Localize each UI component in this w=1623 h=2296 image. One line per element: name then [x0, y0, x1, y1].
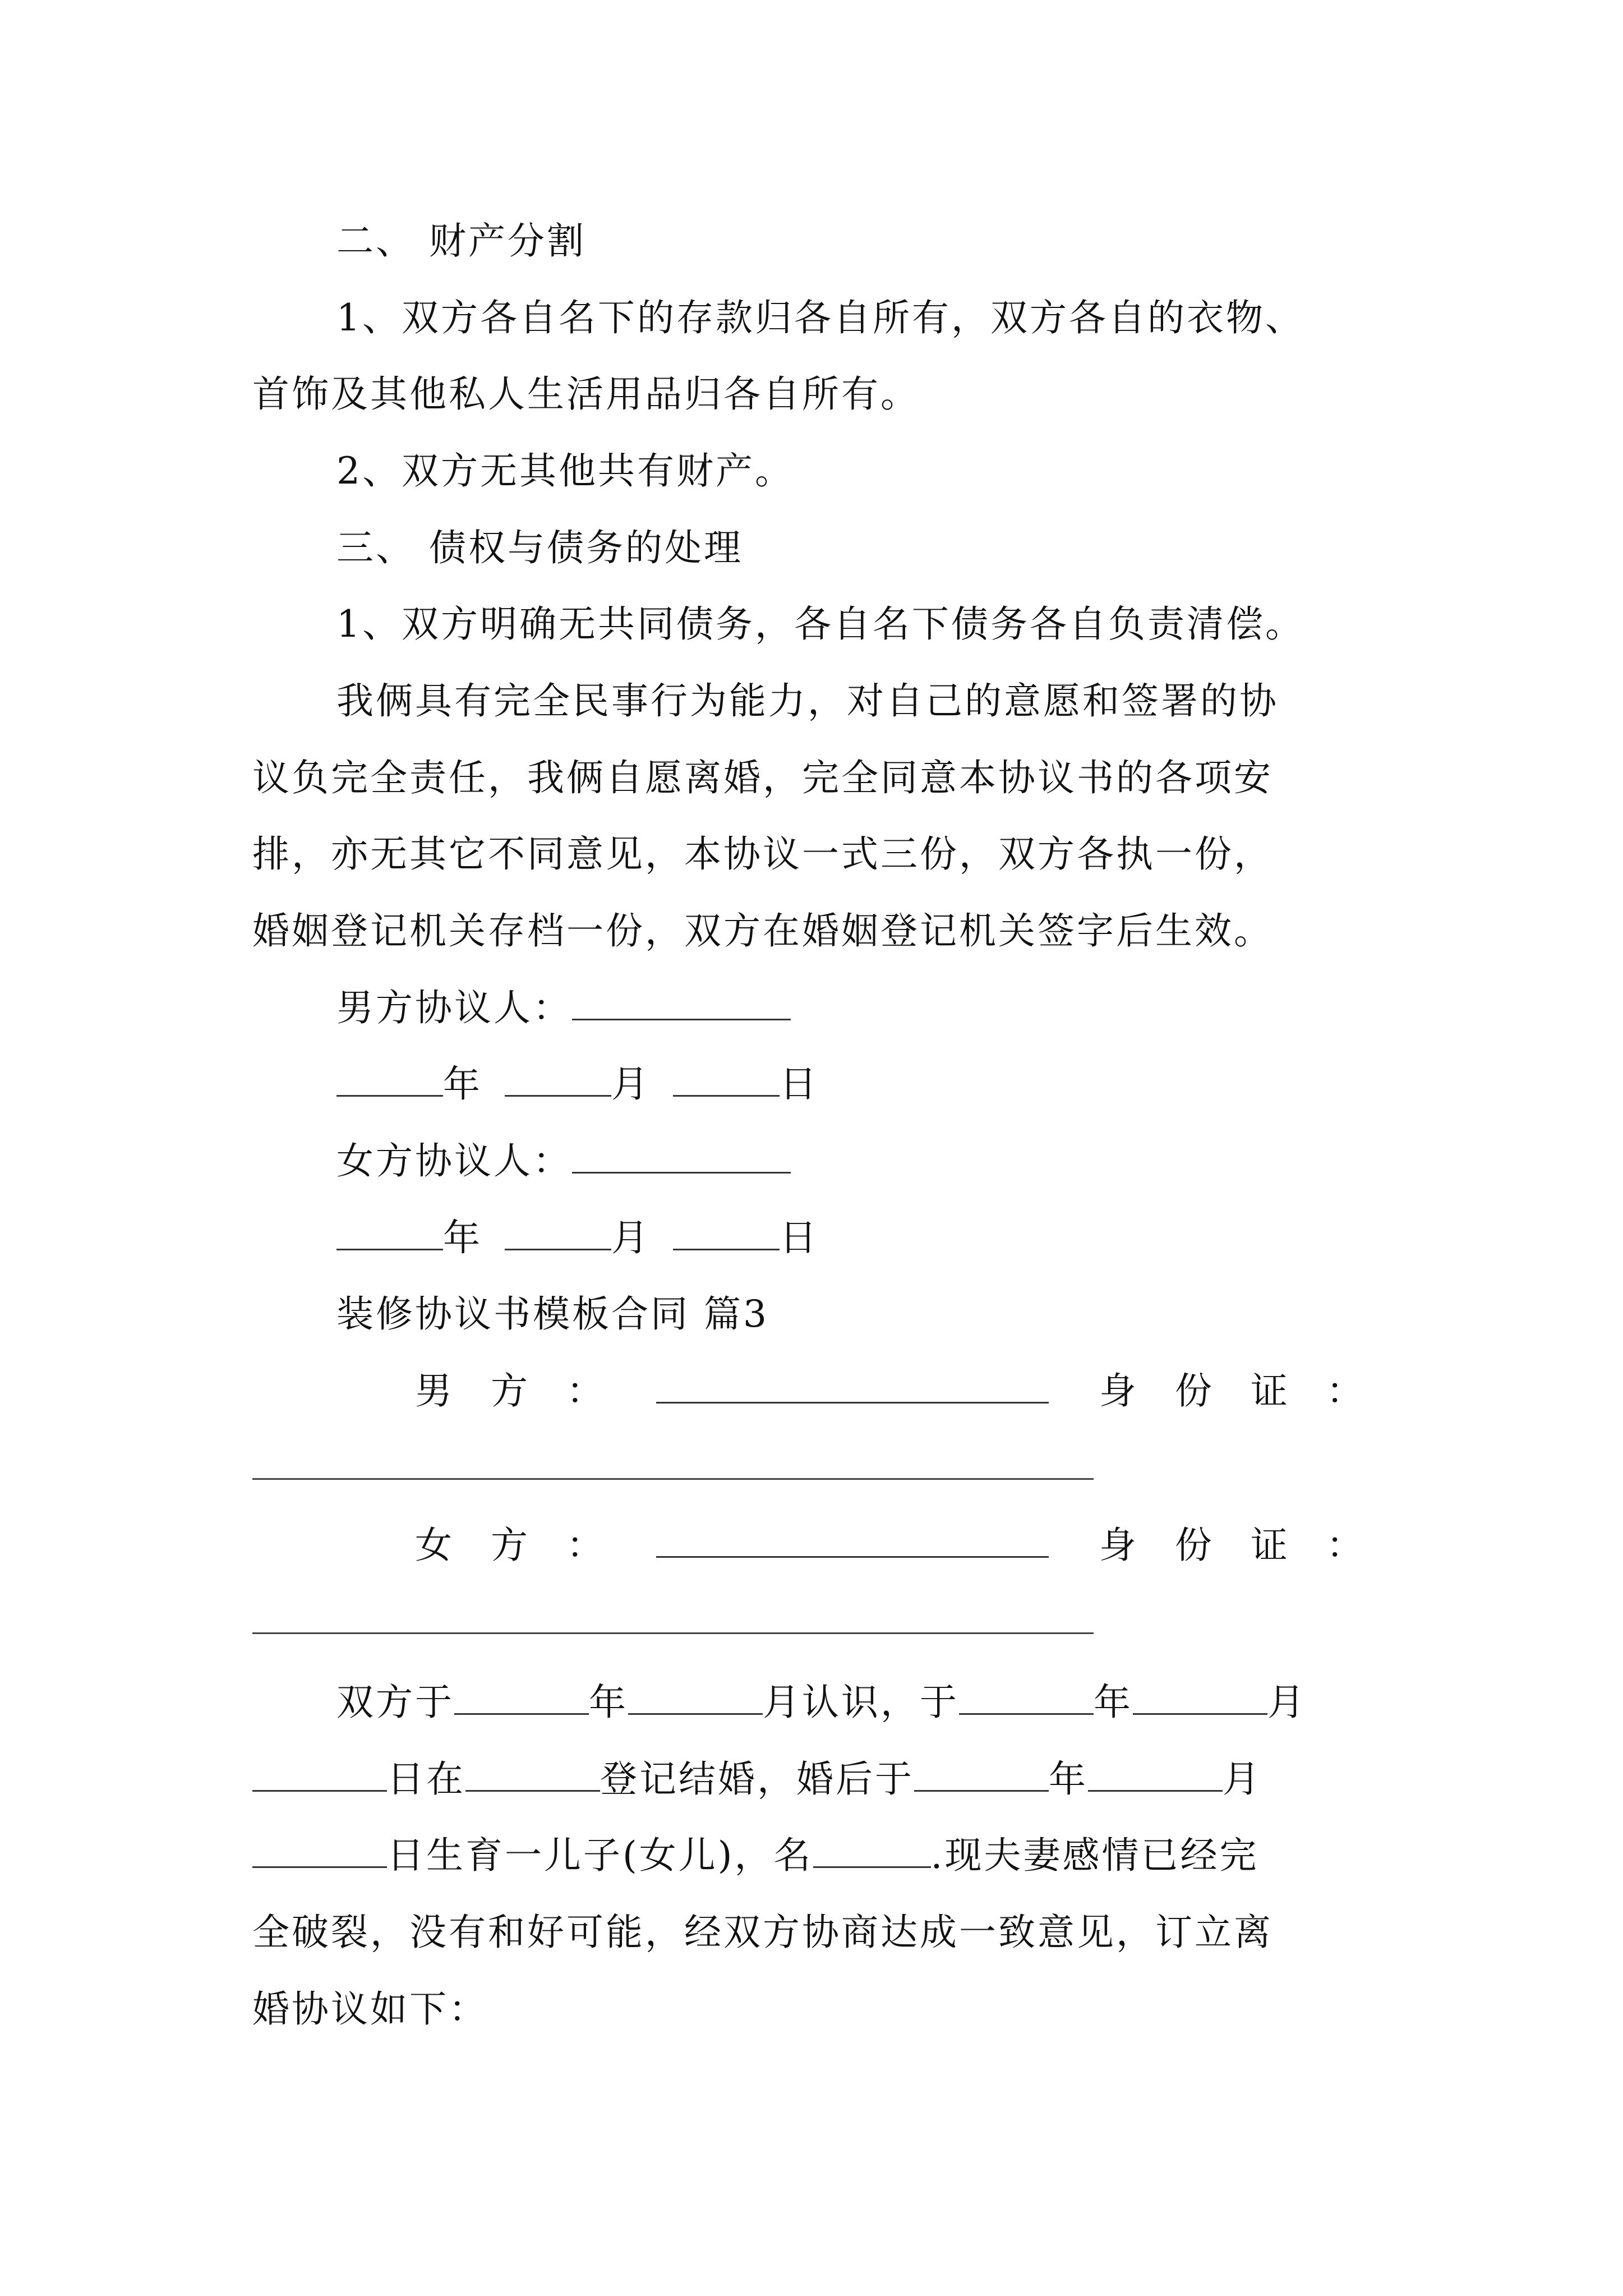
- male-label-char-1: 男: [415, 1369, 454, 1412]
- female-month-blank[interactable]: [505, 1215, 611, 1250]
- female-year-label: 年: [443, 1216, 482, 1259]
- marry-month-blank[interactable]: [1133, 1680, 1267, 1715]
- section-heading-debts: 三、 债权与债务的处理: [336, 526, 743, 569]
- para-month-label-3: 月: [1223, 1757, 1262, 1801]
- female-label-char-3: ：: [566, 1524, 606, 1567]
- met-year-blank[interactable]: [454, 1680, 589, 1715]
- male-id-char-2: 份: [1174, 1369, 1214, 1412]
- birth-month-blank[interactable]: [1088, 1756, 1223, 1792]
- debts-item-1: 1、双方明确无共同债务，各自名下债务各自负责清偿。: [336, 602, 1304, 646]
- male-id-char-3: 证: [1250, 1369, 1290, 1412]
- para-text-met: 双方于: [336, 1681, 454, 1724]
- statement-line-2: 议负完全责任，我俩自愿离婚，完全同意本协议书的各项安: [252, 756, 1273, 799]
- para-text-child: 日生育一儿子(女儿)，名: [387, 1834, 813, 1877]
- female-month-label: 月: [611, 1216, 651, 1259]
- birth-year-blank[interactable]: [914, 1756, 1049, 1792]
- female-id-char-3: 证: [1250, 1524, 1290, 1567]
- male-month-label: 月: [611, 1062, 651, 1106]
- male-signature-row: [336, 983, 1481, 1033]
- male-month-blank[interactable]: [505, 1061, 611, 1097]
- female-signature-blank[interactable]: [572, 1138, 791, 1174]
- male-day-label: 日: [780, 1062, 819, 1106]
- male-id-char-4: ：: [1326, 1369, 1366, 1412]
- female-date-row: [336, 1213, 1481, 1263]
- statement-line-4: 婚姻登记机关存档一份，双方在婚姻登记机关签字后生效。: [252, 909, 1273, 953]
- marry-year-blank[interactable]: [959, 1680, 1094, 1715]
- para-text-relationship: .现夫妻感情已经完: [930, 1834, 1259, 1877]
- para-text-day-at: 日在: [387, 1757, 465, 1801]
- female-id-row: [415, 1520, 1366, 1571]
- female-id-number-blank[interactable]: [252, 1632, 1094, 1634]
- male-signature-blank[interactable]: [572, 985, 791, 1020]
- statement-line-1: 我俩具有完全民事行为能力，对自己的意愿和签署的协: [336, 679, 1279, 723]
- section-heading-property: 二、 财产分割: [336, 219, 586, 263]
- male-label-char-2: 方: [490, 1369, 530, 1412]
- para-month-label-2: 月: [1267, 1681, 1307, 1724]
- property-item-1-line-2: 首饰及其他私人生活用品归各自所有。: [252, 372, 920, 416]
- birth-day-blank[interactable]: [252, 1833, 387, 1868]
- female-id-char-4: ：: [1326, 1524, 1366, 1567]
- para-text-registered: 登记结婚，婚后于: [600, 1757, 914, 1801]
- female-year-blank[interactable]: [336, 1215, 443, 1250]
- female-id-char-1: 身: [1099, 1524, 1138, 1567]
- paragraph-line-4: 全破裂，没有和好可能，经双方协商达成一致意见，订立离: [252, 1911, 1273, 1954]
- property-item-1-line-1: 1、双方各自名下的存款归各自所有，双方各自的衣物、: [336, 296, 1304, 339]
- para-year-label-3: 年: [1049, 1757, 1088, 1801]
- male-id-char-1: 身: [1099, 1369, 1138, 1412]
- paragraph-line-5: 婚协议如下：: [252, 1987, 488, 2031]
- child-name-blank[interactable]: [813, 1833, 931, 1868]
- para-text-met-month: 月认识，于: [763, 1681, 959, 1724]
- male-id-number-blank[interactable]: [252, 1478, 1094, 1480]
- male-name-blank[interactable]: [656, 1368, 1049, 1404]
- paragraph-line-1: [336, 1677, 1481, 1728]
- female-id-char-2: 份: [1174, 1524, 1214, 1567]
- female-day-label: 日: [780, 1216, 819, 1259]
- para-year-label: 年: [589, 1681, 628, 1724]
- part-3-title: 装修协议书模板合同 篇3: [336, 1292, 769, 1336]
- female-day-blank[interactable]: [673, 1215, 780, 1250]
- female-label-char-1: 女: [415, 1524, 454, 1567]
- male-year-label: 年: [443, 1062, 482, 1106]
- female-signature-row: [336, 1136, 1481, 1186]
- male-id-row: [415, 1366, 1366, 1416]
- male-label-char-3: ：: [566, 1369, 606, 1412]
- male-signature-label: 男方协议人：: [336, 986, 572, 1029]
- male-year-blank[interactable]: [336, 1061, 443, 1097]
- female-label-char-2: 方: [490, 1524, 530, 1567]
- registry-place-blank[interactable]: [465, 1756, 600, 1792]
- female-signature-label: 女方协议人：: [336, 1139, 572, 1182]
- male-day-blank[interactable]: [673, 1061, 780, 1097]
- property-item-2: 2、双方无其他共有财产。: [336, 449, 794, 493]
- female-name-blank[interactable]: [656, 1522, 1049, 1558]
- male-date-row: [336, 1059, 1481, 1110]
- marry-day-blank[interactable]: [252, 1756, 387, 1792]
- paragraph-line-3: [252, 1830, 1396, 1881]
- met-month-blank[interactable]: [628, 1680, 763, 1715]
- statement-line-3: 排，亦无其它不同意见，本协议一式三份，双方各执一份，: [252, 832, 1273, 876]
- para-year-label-2: 年: [1094, 1681, 1133, 1724]
- paragraph-line-2: [252, 1754, 1396, 1805]
